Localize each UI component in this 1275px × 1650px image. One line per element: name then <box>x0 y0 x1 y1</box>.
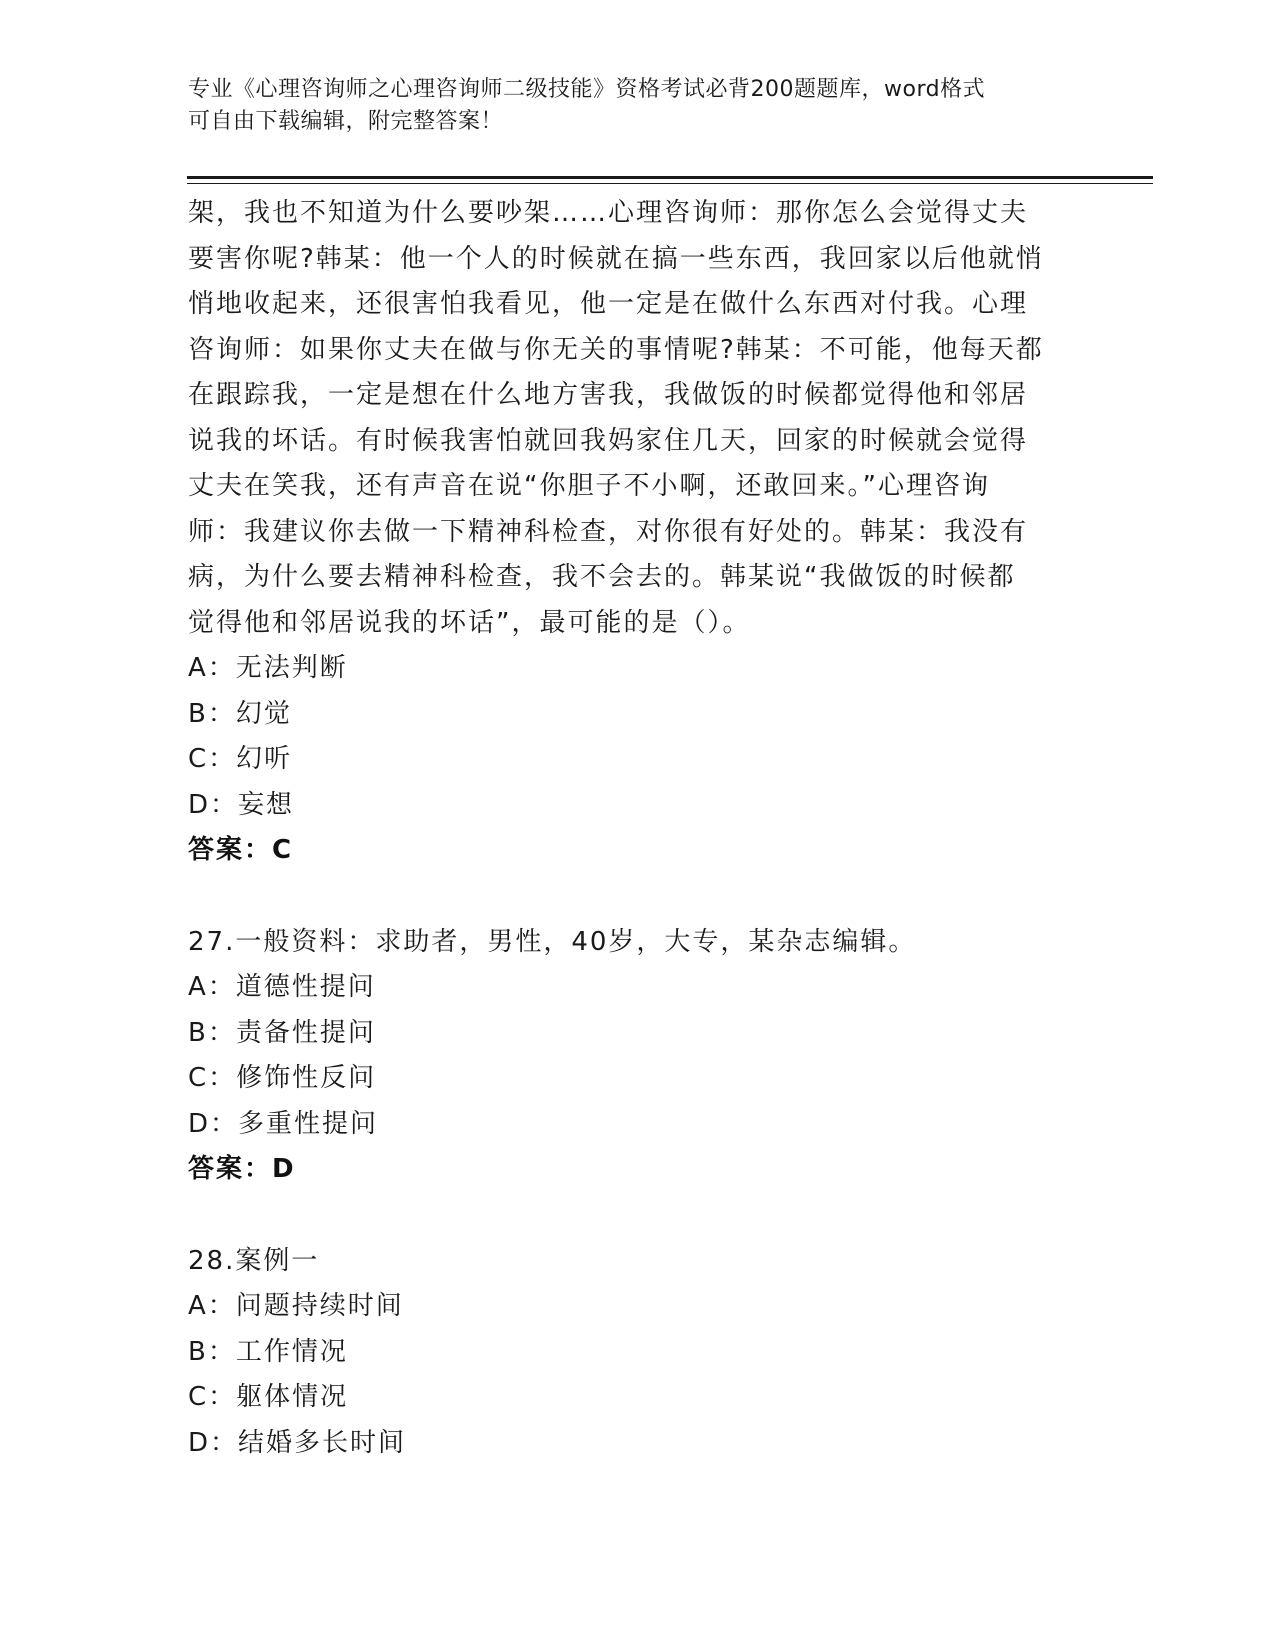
option-b: B：幻觉 <box>188 698 292 729</box>
question-26 <box>188 191 1088 874</box>
spacer <box>188 1193 1088 1239</box>
option-b: B：工作情况 <box>188 1336 348 1367</box>
stem-line: 病，为什么要去精神科检查，我不会去的。韩某说“我做饭的时候都 <box>188 562 1016 592</box>
answer-label: 答案：D <box>188 1154 296 1184</box>
header-line-1: 专业《心理咨询师之心理咨询师二级技能》资格考试必背200题题库，word格式 <box>188 77 986 102</box>
question-stem: 27.一般资料：求助者，男性，40岁，大专，某杂志编辑。 <box>188 926 917 957</box>
stem-line: 觉得他和邻居说我的坏话”，最可能的是（）。 <box>188 607 751 638</box>
question-26-stem <box>188 191 1068 646</box>
stem-line: 丈夫在笑我，还有声音在说“你胆子不小啊，还敢回来。”心理咨询 <box>188 471 990 501</box>
spacer <box>188 874 1088 920</box>
stem-line: 说我的坏话。有时候我害怕就回我妈家住几天，回家的时候就会觉得 <box>188 425 1029 456</box>
question-stem: 28.案例一 <box>188 1245 320 1276</box>
header-divider-thick <box>187 176 1153 179</box>
stem-line: 咨询师：如果你丈夫在做与你无关的事情呢?韩某：不可能，他每天都 <box>188 334 1044 365</box>
option-d: D：多重性提问 <box>188 1108 379 1139</box>
option-d: D：妄想 <box>188 789 295 820</box>
option-c: C：修饰性反问 <box>188 1063 377 1093</box>
answer-label: 答案：C <box>188 835 294 865</box>
option-d: D：结婚多长时间 <box>188 1427 407 1458</box>
stem-line: 师：我建议你去做一下精神科检查，对你很有好处的。韩某：我没有 <box>188 516 1029 547</box>
stem-line: 悄地收起来，还很害怕我看见，他一定是在做什么东西对付我。心理 <box>188 289 1029 319</box>
page-header <box>188 74 1088 138</box>
option-a: A：问题持续时间 <box>188 1291 404 1321</box>
stem-line: 架，我也不知道为什么要吵架……心理咨询师：那你怎么会觉得丈夫 <box>188 198 1029 228</box>
question-27 <box>188 920 1088 1193</box>
option-b: B：责备性提问 <box>188 1017 376 1048</box>
question-28 <box>188 1239 1088 1467</box>
option-c: C：躯体情况 <box>188 1382 349 1412</box>
option-c: C：幻听 <box>188 744 293 774</box>
option-a: A：道德性提问 <box>188 972 376 1002</box>
document-body <box>188 191 1088 1466</box>
stem-line: 在跟踪我，一定是想在什么地方害我，我做饭的时候都觉得他和邻居 <box>188 380 1029 410</box>
header-line-2: 可自由下载编辑，附完整答案！ <box>188 109 504 134</box>
option-a: A：无法判断 <box>188 653 348 683</box>
stem-line: 要害你呢?韩某：他一个人的时候就在搞一些东西，我回家以后他就悄 <box>188 243 1044 274</box>
header-divider-thin <box>187 183 1153 184</box>
